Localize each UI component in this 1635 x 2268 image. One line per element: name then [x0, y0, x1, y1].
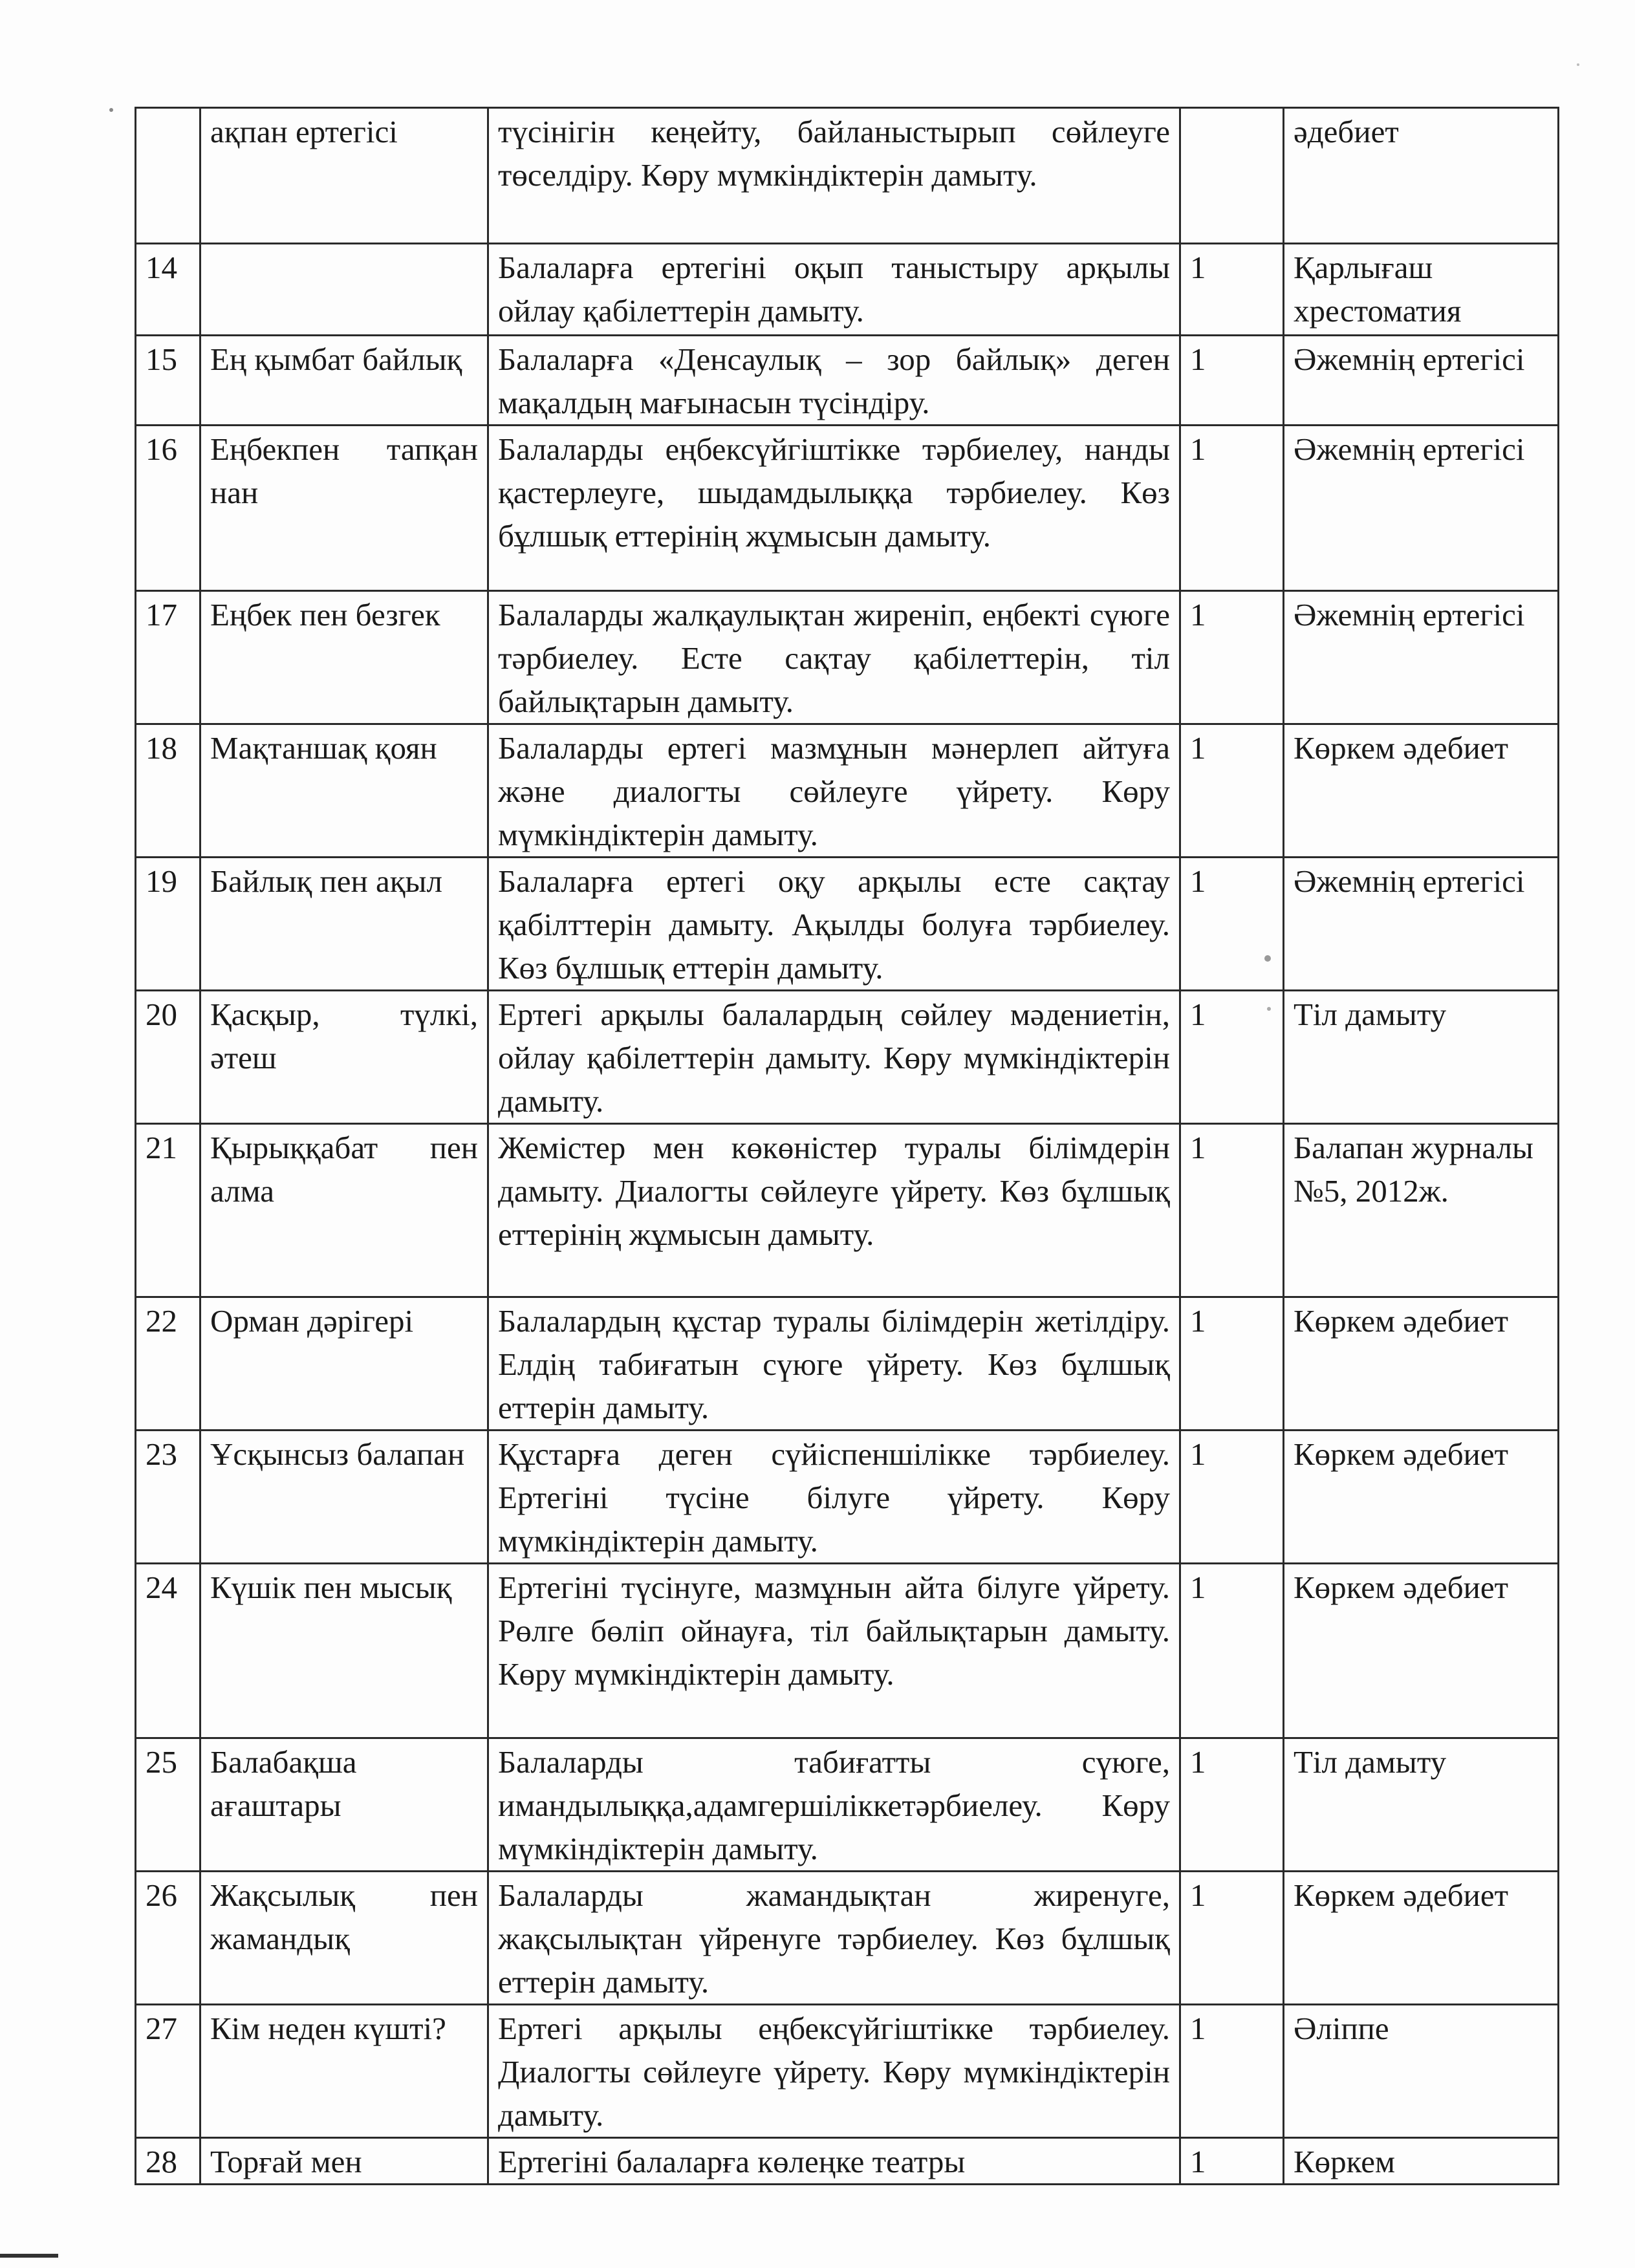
- lesson-hours-cell: [1180, 108, 1284, 244]
- lesson-source-cell: Көркем әдебиет: [1284, 1431, 1559, 1564]
- lesson-goal-cell: Балаларды еңбексүйгіштікке тәрбиелеу, нанды қастерлеуге, шыдамдылыққа тәрбиелеу. Көз бұлшық еттерінің жұмысын дамыту.: [488, 426, 1180, 591]
- table-row: [136, 1738, 1559, 1872]
- lesson-number-cell: 18: [136, 724, 200, 858]
- lesson-number-cell: 21: [136, 1124, 200, 1297]
- lesson-plan-table: [135, 107, 1559, 2185]
- lesson-goal-cell: Балаларды жамандықтан жиренуге, жақсылықтан үйренуге тәрбиелеу. Көз бұлшық еттерін дамыту.: [488, 1872, 1180, 2005]
- lesson-source-cell: Көркем әдебиет: [1284, 1297, 1559, 1431]
- lesson-number-cell: 28: [136, 2138, 200, 2185]
- table-row: [136, 1124, 1559, 1297]
- lesson-goal-cell: Балаларға «Денсаулық – зор байлық» деген мақалдың мағынасын түсіндіру.: [488, 336, 1180, 426]
- scan-dust-spot: [1577, 63, 1579, 66]
- table-row: [136, 2138, 1559, 2185]
- lesson-hours-cell: 1: [1180, 1431, 1284, 1564]
- lesson-hours-cell: 1: [1180, 1872, 1284, 2005]
- lesson-hours-cell: 1: [1180, 991, 1284, 1124]
- lesson-source-cell: әдебиет: [1284, 108, 1559, 244]
- lesson-hours-cell: 1: [1180, 1738, 1284, 1872]
- lesson-number-cell: [136, 108, 200, 244]
- table-row: [136, 991, 1559, 1124]
- lesson-number-cell: 27: [136, 2005, 200, 2138]
- lesson-hours-cell: 1: [1180, 1297, 1284, 1431]
- table-row: [136, 591, 1559, 724]
- table-row: [136, 858, 1559, 991]
- lesson-goal-cell: түсінігін кеңейту, байланыстырып сөйлеуге төселдіру. Көру мүмкіндіктерін дамыту.: [488, 108, 1180, 244]
- lesson-goal-cell: Ертегі арқылы еңбексүйгіштікке тәрбиелеу. Диалогты сөйлеуге үйрету. Көру мүмкіндіктерін дамыту.: [488, 2005, 1180, 2138]
- lesson-topic-cell: Еңбек пен безгек: [200, 591, 488, 724]
- lesson-source-cell: Әжемнің ертегісі: [1284, 336, 1559, 426]
- lesson-source-cell: Әжемнің ертегісі: [1284, 426, 1559, 591]
- lesson-topic-cell: Ұсқынсыз балапан: [200, 1431, 488, 1564]
- table-row: [136, 426, 1559, 591]
- lesson-topic-cell: Мақтаншақ қоян: [200, 724, 488, 858]
- lesson-number-cell: 22: [136, 1297, 200, 1431]
- lesson-source-cell: Көркем: [1284, 2138, 1559, 2185]
- lesson-source-cell: Тіл дамыту: [1284, 1738, 1559, 1872]
- table-row: [136, 1564, 1559, 1738]
- lesson-topic-cell: Торғай мен: [200, 2138, 488, 2185]
- lesson-goal-cell: Ертегіні түсінуге, мазмұнын айта білуге үйрету. Рөлге бөліп ойнауға, тіл байлықтарын дамыту. Көру мүмкіндіктерін дамыту.: [488, 1564, 1180, 1738]
- table-row: [136, 1872, 1559, 2005]
- table-row: [136, 244, 1559, 336]
- table-row: [136, 724, 1559, 858]
- lesson-topic-cell: Кім неден күшті?: [200, 2005, 488, 2138]
- lesson-topic-cell: Балабақша ағаштары: [200, 1738, 488, 1872]
- lesson-topic-cell: Қасқыр, түлкі, әтеш: [200, 991, 488, 1124]
- lesson-goal-cell: Құстарға деген сүйіспеншілікке тәрбиелеу. Ертегіні түсіне білуге үйрету. Көру мүмкіндіктерін дамыту.: [488, 1431, 1180, 1564]
- scan-dust-spot: [109, 108, 113, 112]
- lesson-topic-cell: Орман дәрігері: [200, 1297, 488, 1431]
- lesson-hours-cell: 1: [1180, 2138, 1284, 2185]
- lesson-source-cell: Көркем әдебиет: [1284, 1564, 1559, 1738]
- lesson-goal-cell: Жемістер мен көкөністер туралы білімдерін дамыту. Диалогты сөйлеуге үйрету. Көз бұлшық еттерінің жұмысын дамыту.: [488, 1124, 1180, 1297]
- lesson-topic-cell: Қырыққабат пен алма: [200, 1124, 488, 1297]
- lesson-source-cell: Көркем әдебиет: [1284, 724, 1559, 858]
- lesson-source-cell: Балапан журналы №5, 2012ж.: [1284, 1124, 1559, 1297]
- lesson-source-cell: Қарлығаш хрестоматия: [1284, 244, 1559, 336]
- lesson-topic-cell: [200, 244, 488, 336]
- lesson-hours-cell: 1: [1180, 1124, 1284, 1297]
- lesson-number-cell: 19: [136, 858, 200, 991]
- lesson-source-cell: Көркем әдебиет: [1284, 1872, 1559, 2005]
- lesson-goal-cell: Балаларды табиғатты сүюге, имандылыққа,адамгершіліккетәрбиелеу. Көру мүмкіндіктерін дамыту.: [488, 1738, 1180, 1872]
- lesson-number-cell: 23: [136, 1431, 200, 1564]
- lesson-source-cell: Әліппе: [1284, 2005, 1559, 2138]
- lesson-goal-cell: Ертегі арқылы балалардың сөйлеу мәдениетін, ойлау қабілеттерін дамыту. Көру мүмкіндіктерін дамыту.: [488, 991, 1180, 1124]
- lesson-number-cell: 24: [136, 1564, 200, 1738]
- table-row: [136, 2005, 1559, 2138]
- lesson-goal-cell: Балаларды жалқаулықтан жиреніп, еңбекті сүюге тәрбиелеу. Есте сақтау қабілеттерін, тіл байлықтарын дамыту.: [488, 591, 1180, 724]
- lesson-hours-cell: 1: [1180, 858, 1284, 991]
- lesson-hours-cell: 1: [1180, 724, 1284, 858]
- lesson-hours-cell: 1: [1180, 426, 1284, 591]
- lesson-goal-cell: Балалардың құстар туралы білімдерін жетілдіру. Елдің табиғатын сүюге үйрету. Көз бұлшық еттерін дамыту.: [488, 1297, 1180, 1431]
- lesson-topic-cell: Күшік пен мысық: [200, 1564, 488, 1738]
- lesson-plan-body: [136, 108, 1559, 2185]
- scan-edge-mark: [0, 2254, 58, 2258]
- lesson-topic-cell: Еңбекпен тапқан нан: [200, 426, 488, 591]
- lesson-number-cell: 16: [136, 426, 200, 591]
- table-row: [136, 108, 1559, 244]
- lesson-hours-cell: 1: [1180, 591, 1284, 724]
- lesson-source-cell: Әжемнің ертегісі: [1284, 591, 1559, 724]
- lesson-hours-cell: 1: [1180, 336, 1284, 426]
- lesson-hours-cell: 1: [1180, 1564, 1284, 1738]
- table-row: [136, 1431, 1559, 1564]
- table-row: [136, 1297, 1559, 1431]
- lesson-hours-cell: 1: [1180, 2005, 1284, 2138]
- lesson-number-cell: 20: [136, 991, 200, 1124]
- lesson-goal-cell: Балаларды ертегі мазмұнын мәнерлеп айтуға және диалогты сөйлеуге үйрету. Көру мүмкіндіктерін дамыту.: [488, 724, 1180, 858]
- lesson-topic-cell: ақпан ертегісі: [200, 108, 488, 244]
- lesson-number-cell: 14: [136, 244, 200, 336]
- lesson-source-cell: Әжемнің ертегісі: [1284, 858, 1559, 991]
- lesson-number-cell: 26: [136, 1872, 200, 2005]
- lesson-source-cell: Тіл дамыту: [1284, 991, 1559, 1124]
- document-page: [135, 107, 1557, 2185]
- lesson-hours-cell: 1: [1180, 244, 1284, 336]
- lesson-topic-cell: Байлық пен ақыл: [200, 858, 488, 991]
- lesson-goal-cell: Балаларға ертегіні оқып таныстыру арқылы ойлау қабілеттерін дамыту.: [488, 244, 1180, 336]
- lesson-number-cell: 17: [136, 591, 200, 724]
- lesson-topic-cell: Ең қымбат байлық: [200, 336, 488, 426]
- lesson-number-cell: 15: [136, 336, 200, 426]
- lesson-goal-cell: Ертегіні балаларға көлеңке театры: [488, 2138, 1180, 2185]
- lesson-topic-cell: Жақсылық пен жамандық: [200, 1872, 488, 2005]
- lesson-number-cell: 25: [136, 1738, 200, 1872]
- table-row: [136, 336, 1559, 426]
- lesson-goal-cell: Балаларға ертегі оқу арқылы есте сақтау қабілттерін дамыту. Ақылды болуға тәрбиелеу. Көз бұлшық еттерін дамыту.: [488, 858, 1180, 991]
